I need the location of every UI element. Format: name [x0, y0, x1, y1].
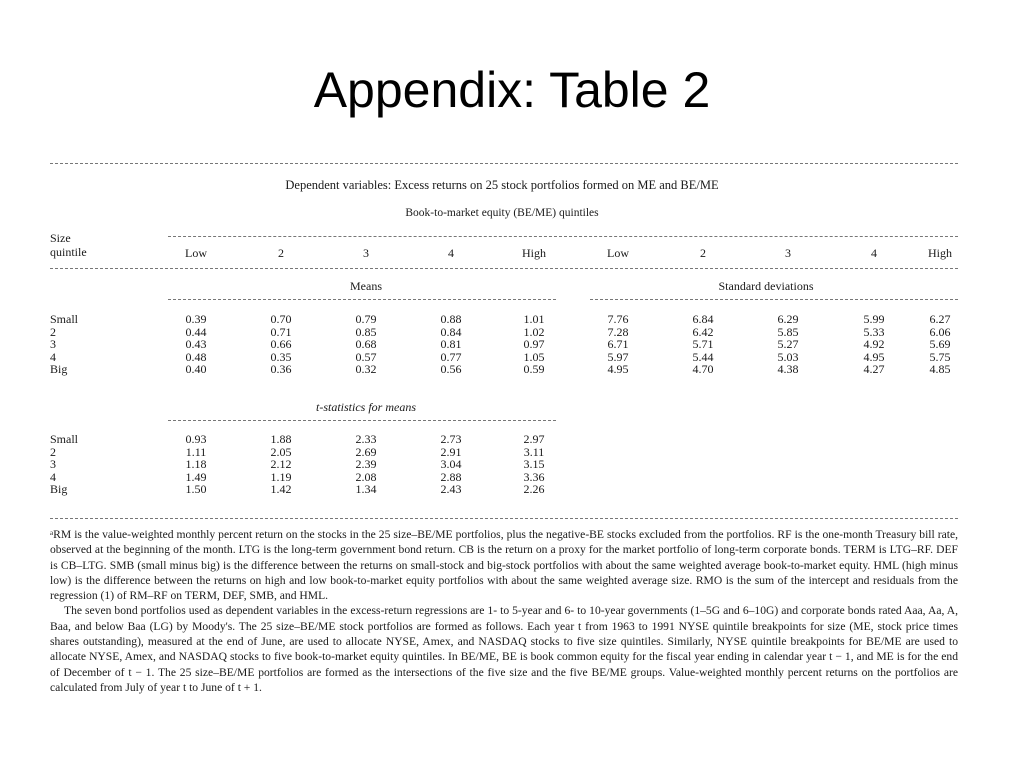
column-header: Low — [607, 246, 629, 260]
column-header: 2 — [700, 246, 706, 260]
means-heading: Means — [350, 279, 382, 293]
t-stat-heading: t-statistics for means — [315, 400, 417, 414]
spanner-heading: Book-to-market equity (BE/ME) quintiles — [405, 207, 599, 219]
means-rule — [168, 299, 556, 300]
std-dev-heading: Standard deviations — [718, 279, 814, 293]
std-dev-column: 6.29 5.85 5.27 5.03 4.38 — [777, 312, 799, 377]
t-stat-column: 2.73 2.91 3.04 2.88 2.43 — [440, 432, 462, 497]
slide-title: Appendix: Table 2 — [313, 62, 711, 118]
column-header: Low — [185, 246, 207, 260]
column-header-rule — [50, 268, 958, 269]
stub-header-size: Size — [50, 231, 71, 245]
std-dev-column: 7.76 7.28 6.71 5.97 4.95 — [607, 312, 629, 377]
std-dev-column: 5.99 5.33 4.92 4.95 4.27 — [863, 312, 885, 377]
bottom-rule — [50, 518, 958, 519]
row-labels-t-stats: Small 2 3 4 Big — [50, 432, 79, 497]
means-column: 0.39 0.44 0.43 0.48 0.40 — [185, 312, 207, 377]
means-column: 0.79 0.85 0.68 0.57 0.32 — [355, 312, 377, 377]
column-header: High — [522, 246, 546, 260]
row-labels-means: Small 2 3 4 Big — [50, 312, 79, 377]
column-header: 3 — [363, 246, 369, 260]
std-dev-column: 6.84 6.42 5.71 5.44 4.70 — [692, 312, 714, 377]
column-header: 4 — [448, 246, 454, 260]
column-header: 3 — [785, 246, 791, 260]
top-rule — [50, 163, 958, 164]
column-header: 2 — [278, 246, 284, 260]
table-notes — [50, 527, 958, 695]
means-column: 1.01 1.02 0.97 1.05 0.59 — [523, 312, 545, 377]
std-dev-rule — [590, 299, 958, 300]
column-header: High — [928, 246, 952, 260]
means-column: 0.70 0.71 0.66 0.35 0.36 — [270, 312, 292, 377]
stub-header-quintile: quintile — [50, 245, 87, 259]
std-dev-column: 6.27 6.06 5.69 5.75 4.85 — [929, 312, 951, 377]
t-stat-column: 0.93 1.11 1.18 1.49 1.50 — [185, 432, 207, 497]
notes-paragraph-2: The seven bond portfolios used as dependent variables in the excess-return regressions are 1- to 5-year and 6- to 10-year governments (1–5G and 6–10G) and corporate bonds rated Aaa, Aa, A, Baa, and below Baa (LG) by Moody's. The 25 size–BE/ME stock portfolios are formed as follows. Each year t from 1963 to 1991 NYSE quintile breakpoints for size (ME, stock price times shares outstanding), measured at the end of June, are used to allocate NYSE, Amex, and NASDAQ stocks to five size quintiles. Similarly, NYSE quintile breakpoints for BE/ME are used to allocate NYSE, Amex, and NASDAQ stocks to five book-to-market equity quintiles. In BE/ME, BE is book common equity for the fiscal year ending in calendar year t − 1, and ME is for the end of December of t − 1. The 25 size–BE/ME portfolios are formed as the intersections of the five size and the five BE/ME groups. Value-weighted monthly percent returns on the portfolios are calculated from July of year t to June of t + 1. — [50, 604, 958, 694]
column-header: 4 — [871, 246, 877, 260]
table-caption: Dependent variables: Excess returns on 25 stock portfolios formed on ME and BE/ME — [285, 178, 719, 192]
t-stat-column: 2.97 3.11 3.15 3.36 2.26 — [523, 432, 545, 497]
notes-paragraph-1: ᵃRM is the value-weighted monthly percent return on the stocks in the 25 size–BE/ME portfolios, plus the negative-BE stocks excluded from the portfolios. RF is the one-month Treasury bill rate, observed at the beginning of the month. LTG is the long-term government bond return. CB is the return on a proxy for the market portfolio of long-term corporate bonds. TERM is LTG–RF. DEF is CB–LTG. SMB (small minus big) is the difference between the returns on small-stock and big-stock portfolios with about the same weighted average book-to-market equity. HML (high minus low) is the difference between the returns on high and low book-to-market equity portfolios with about the same weighted average size. RMO is the sum of the intercept and residuals from the regression (1) of RM–RF on TERM, DEF, SMB, and HML. — [50, 528, 958, 603]
t-stat-rule — [168, 420, 556, 421]
spanner-rule — [168, 236, 958, 237]
t-stat-column: 2.33 2.69 2.39 2.08 1.34 — [355, 432, 377, 497]
t-stat-column: 1.88 2.05 2.12 1.19 1.42 — [270, 432, 292, 497]
means-column: 0.88 0.84 0.81 0.77 0.56 — [440, 312, 462, 377]
